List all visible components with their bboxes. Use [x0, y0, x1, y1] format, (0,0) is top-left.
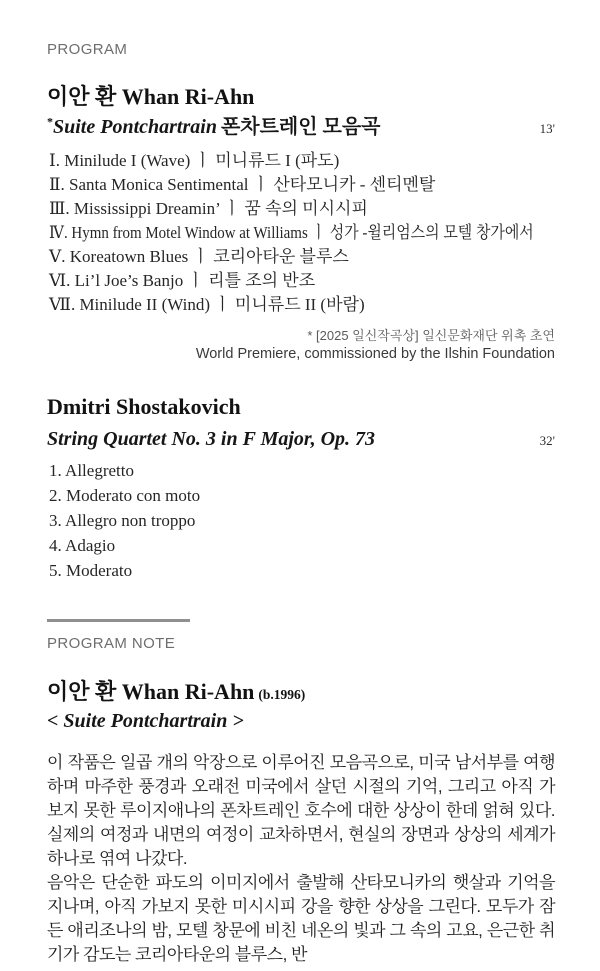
movement-item: 3. Allegro non troppo — [49, 511, 196, 530]
movement-item: Ⅳ. Hymn from Motel Window at Williams ㅣ 성가 -윌리엄스의 모텔 창가에서 — [49, 223, 534, 242]
movement-item: Ⅴ. Koreatown Blues ㅣ 코리아타운 블루스 — [49, 247, 349, 266]
note-composer-name: 이안 환 Whan Ri-Ahn — [47, 679, 255, 704]
movement-item: 4. Adagio — [49, 536, 116, 555]
work2-title-en: String Quartet No. 3 in F Major, Op. 73 — [47, 428, 376, 450]
work2-composer: Dmitri Shostakovich — [47, 394, 241, 419]
program-page — [0, 40, 600, 971]
work1-title-kr: 폰차트레인 모음곡 — [220, 116, 381, 138]
note-work-title: < Suite Pontchartrain > — [47, 710, 244, 732]
premiere-footnote-en: World Premiere, commissioned by the Ilshin Foundation — [195, 346, 555, 362]
work1-composer: 이안 환 Whan Ri-Ahn — [47, 84, 255, 109]
note-body — [47, 751, 555, 967]
note-composer-heading — [47, 678, 555, 708]
premiere-footnote-kr: * [2025 일신작곡상] 일신문화재단 위촉 초연 — [307, 328, 555, 343]
note-paragraph: 음악은 단순한 파도의 이미지에서 출발해 산타모니카의 햇살과 기억을 지나며, 아직 가보지 못한 미시시피 강을 향한 상상을 그린다. 모두가 잠든 애리조나의 밤, 모텔 창문에 비친 네온의 빛과 그 속의 고요, 은근한 취기가 감도는 코리아타운의 블루스, 반 — [47, 873, 555, 964]
movement-item: Ⅶ. Minilude II (Wind) ㅣ 미니류드 II (바람) — [49, 295, 365, 314]
work2-title — [47, 426, 375, 452]
work2-movement-list — [47, 458, 555, 583]
work1-title-en: Suite Pontchartrain — [53, 116, 217, 138]
movement-item: Ⅵ. Li’l Joe’s Banjo ㅣ 리틀 조의 반조 — [49, 271, 316, 290]
movement-item: Ⅰ. Minilude I (Wave) ㅣ 미니류드 I (파도) — [49, 151, 340, 170]
movement-item: Ⅲ. Mississippi Dreamin’ ㅣ 꿈 속의 미시시피 — [49, 199, 368, 218]
movement-item: 5. Moderato — [49, 561, 133, 580]
movement-item: 2. Moderato con moto — [49, 486, 201, 505]
movement-item: Ⅱ. Santa Monica Sentimental ㅣ 산타모니카 - 센티멘탈 — [49, 175, 436, 194]
premiere-asterisk: * — [47, 114, 53, 129]
movement-item: 1. Allegretto — [49, 461, 134, 480]
section-divider — [47, 619, 190, 622]
program-section-label: PROGRAM — [47, 41, 128, 58]
work1-title-row — [47, 114, 555, 140]
work1-duration: 13' — [539, 121, 555, 136]
premiere-footnote — [47, 327, 555, 364]
work1-movement-list — [47, 149, 555, 317]
work2-duration: 32' — [539, 433, 555, 448]
work2-title-row — [47, 426, 555, 452]
note-paragraph: 이 작품은 일곱 개의 악장으로 이루어진 모음곡으로, 미국 남서부를 여행하며 마주한 풍경과 오래전 미국에서 살던 시절의 기억, 그리고 아직 가보지 못한 루이지애나의 폰차트레인 호수에 대한 상상이 한데 얽혀 있다. 실제의 여정과 내면의 여정이 교차하면서, 현실의 장면과 상상의 세계가 하나로 엮여 나갔다. — [47, 753, 555, 868]
program-note-section-label: PROGRAM NOTE — [47, 635, 176, 652]
note-composer-birth: (b.1996) — [258, 687, 306, 702]
work1-title — [47, 114, 381, 140]
